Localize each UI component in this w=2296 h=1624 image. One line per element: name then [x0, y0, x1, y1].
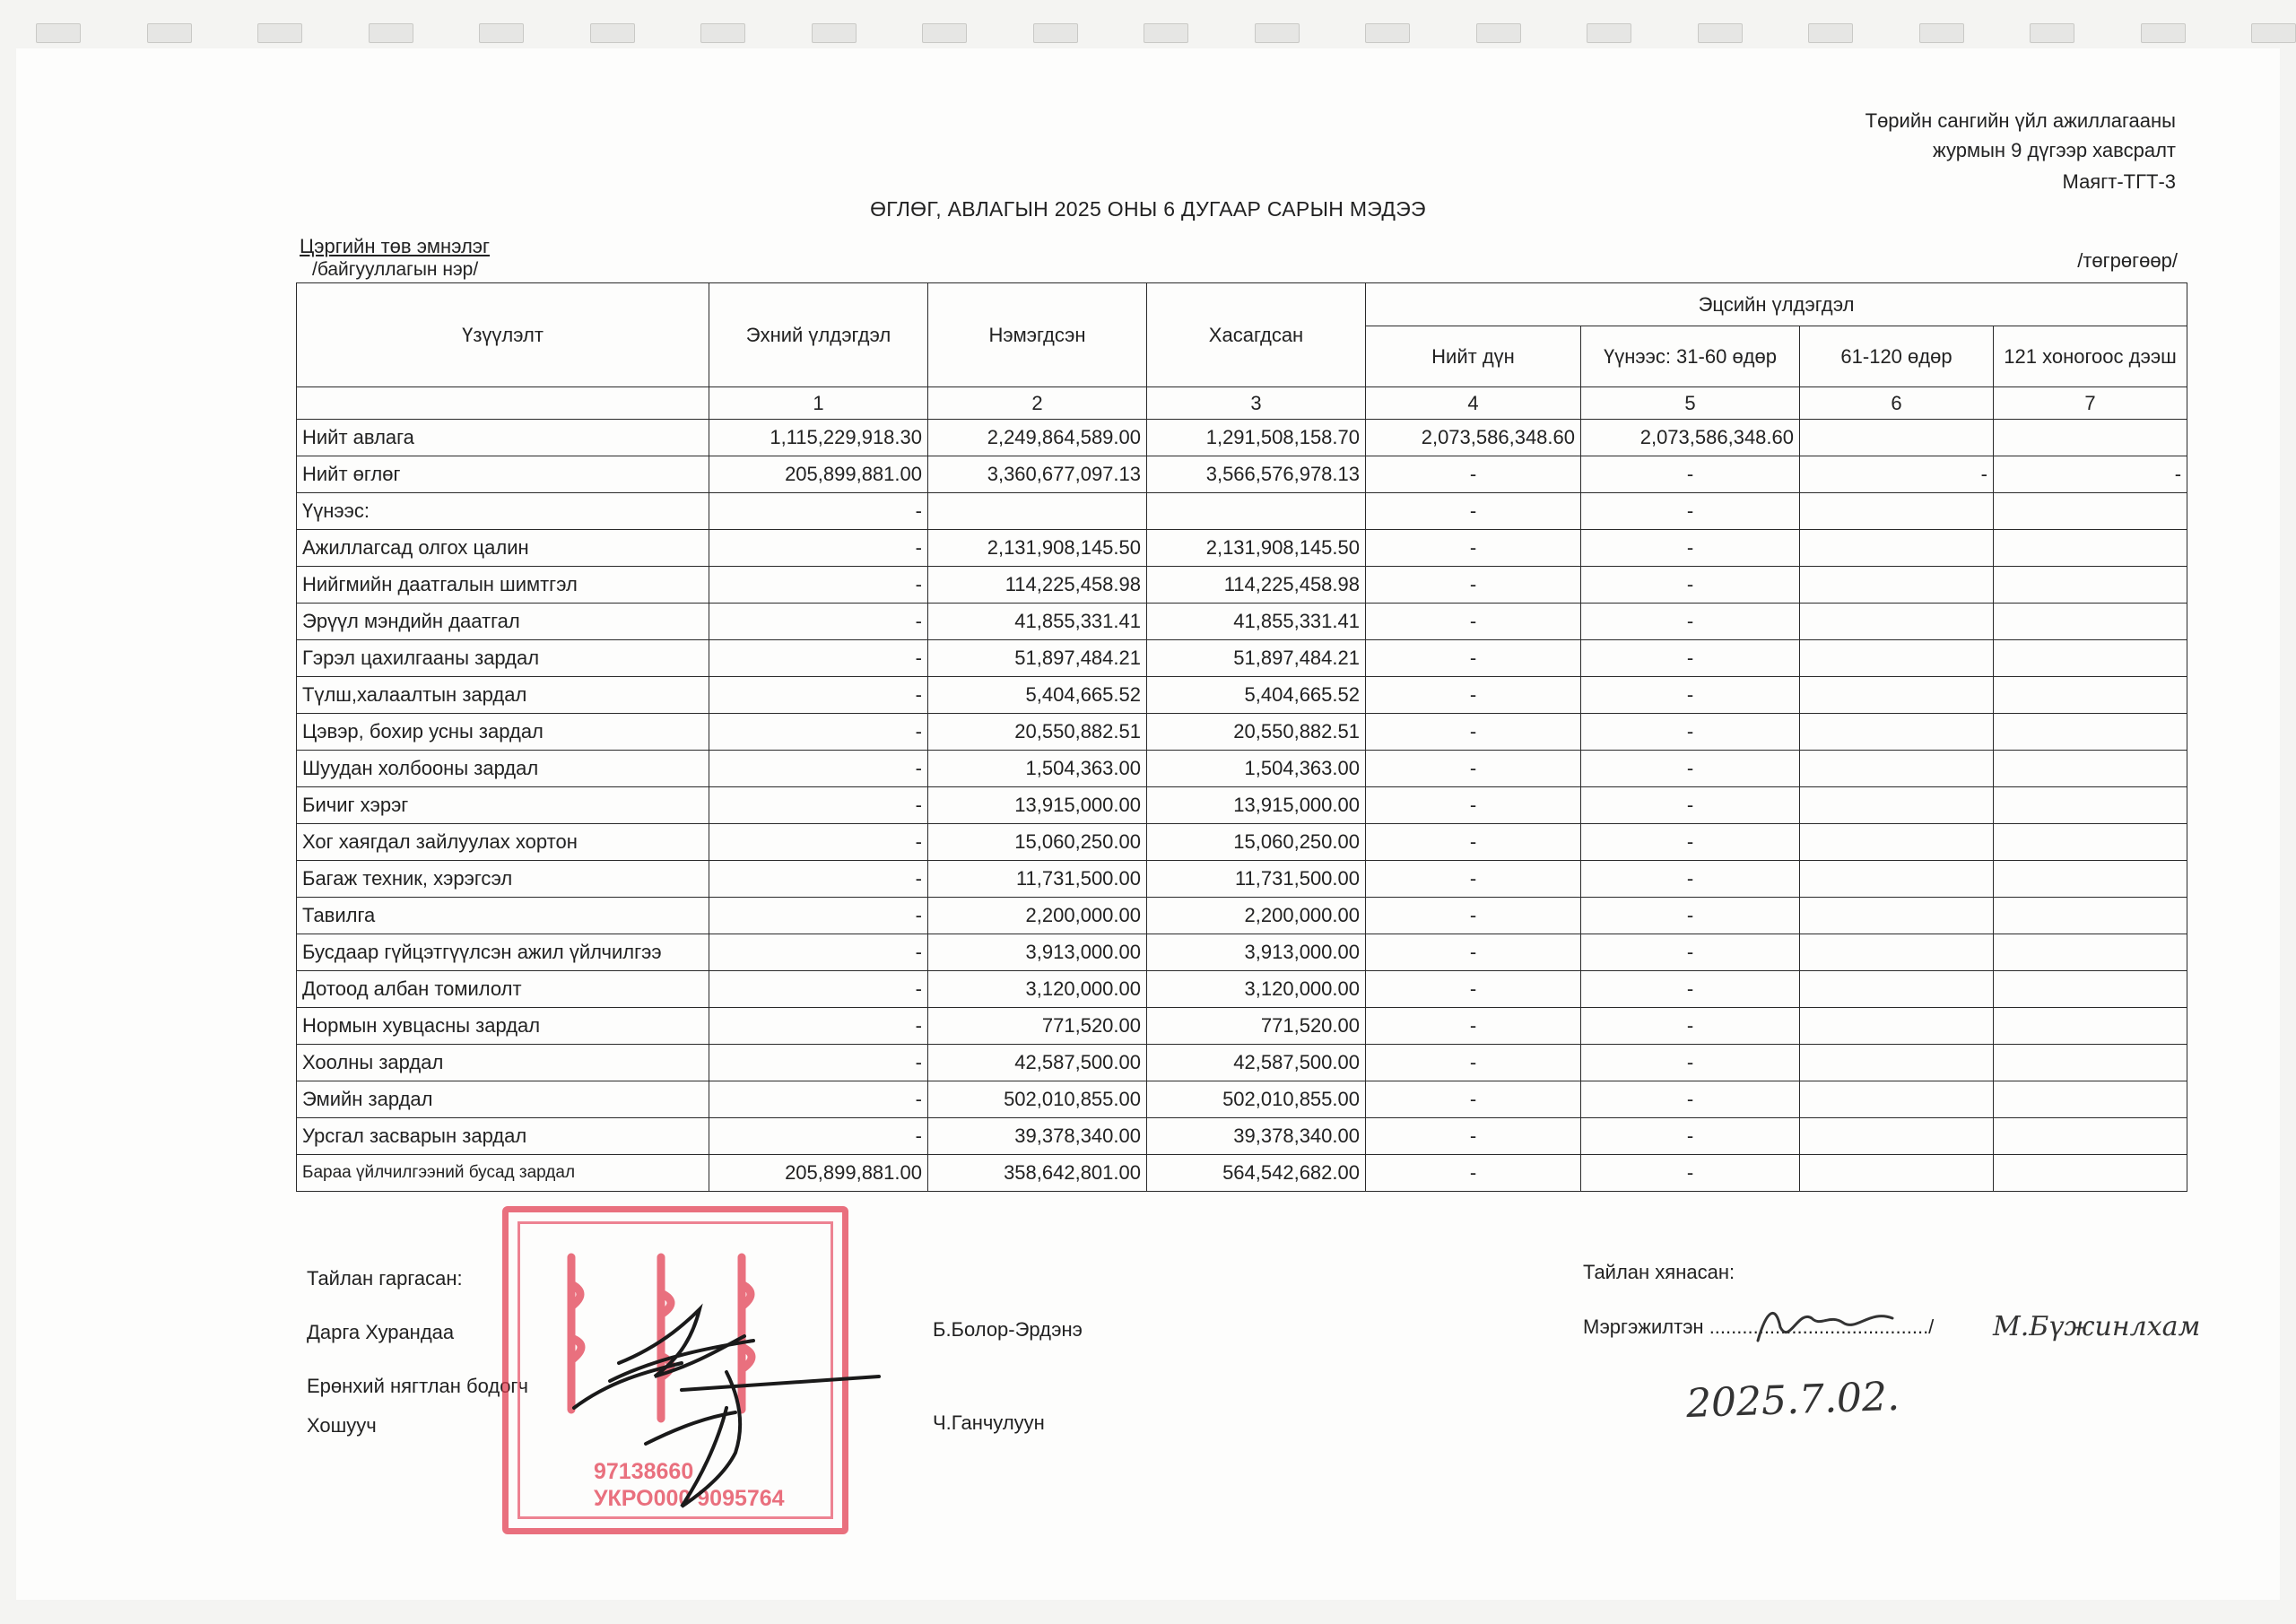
table-cell: -	[1366, 971, 1581, 1008]
table-cell	[1994, 530, 2187, 567]
table-cell: 3,360,677,097.13	[928, 456, 1147, 493]
report-table	[296, 282, 2187, 1192]
table-cell: -	[1366, 1008, 1581, 1045]
table-cell: -	[1581, 493, 1800, 530]
prepared-by-label: Тайлан гаргасан:	[307, 1267, 463, 1290]
table-cell: 771,520.00	[928, 1008, 1147, 1045]
table-cell: -	[1581, 751, 1800, 787]
table-cell: 20,550,882.51	[1147, 714, 1366, 751]
director-title: Дарга Хурандаа	[307, 1321, 455, 1343]
table-cell	[1800, 1081, 1994, 1118]
row-label: Түлш,халаалтын зардал	[297, 677, 709, 714]
row-label: Бичиг хэрэг	[297, 787, 709, 824]
table-cell: 39,378,340.00	[928, 1118, 1147, 1155]
punch-hole	[590, 23, 635, 43]
punch-hole	[1808, 23, 1853, 43]
table-cell: -	[709, 861, 928, 898]
table-cell: 1,115,229,918.30	[709, 420, 928, 456]
table-cell: 3,120,000.00	[1147, 971, 1366, 1008]
row-label: Цэвэр, бохир усны зардал	[297, 714, 709, 751]
table-cell	[1994, 787, 2187, 824]
table-cell	[1994, 1118, 2187, 1155]
table-cell: -	[1581, 677, 1800, 714]
table-cell: -	[709, 677, 928, 714]
table-row	[297, 677, 2187, 714]
col-number: 3	[1147, 387, 1366, 420]
table-cell: -	[709, 787, 928, 824]
header-121-plus-days: 121 хоногоос дээш	[1994, 326, 2187, 387]
table-cell: 39,378,340.00	[1147, 1118, 1366, 1155]
row-label: Нийт өглөг	[297, 456, 709, 493]
table-cell: 13,915,000.00	[1147, 787, 1366, 824]
table-cell: -	[1366, 714, 1581, 751]
table-cell: -	[1581, 1118, 1800, 1155]
director-name: Б.Болор-Эрдэнэ	[933, 1318, 1083, 1341]
table-cell: -	[1366, 1118, 1581, 1155]
punch-hole	[1587, 23, 1631, 43]
table-cell	[1800, 604, 1994, 640]
table-cell	[1994, 1155, 2187, 1192]
table-cell: -	[709, 1118, 928, 1155]
table-cell: -	[709, 1045, 928, 1081]
punch-hole	[2141, 23, 2186, 43]
table-cell: -	[1366, 1081, 1581, 1118]
row-label: Бараа үйлчилгээний бусад зардал	[297, 1155, 709, 1192]
table-cell: 42,587,500.00	[1147, 1045, 1366, 1081]
accountant-name: Ч.Ганчулуун	[933, 1411, 1045, 1434]
table-cell: -	[1581, 714, 1800, 751]
table-cell	[1994, 604, 2187, 640]
specialist-name: М.Бүжинлхам	[1993, 1311, 2201, 1342]
row-label: Нийт авлага	[297, 420, 709, 456]
table-cell: -	[1581, 824, 1800, 861]
table-cell	[1800, 714, 1994, 751]
table-cell: -	[1581, 898, 1800, 934]
table-cell: 114,225,458.98	[1147, 567, 1366, 604]
table-row	[297, 751, 2187, 787]
regulation-appendix: журмын 9 дүгээр хавсралт	[1933, 139, 2176, 161]
row-label: Нормын хувцасны зардал	[297, 1008, 709, 1045]
table-cell: 5,404,665.52	[1147, 677, 1366, 714]
reviewed-by-label: Тайлан хянасан:	[1583, 1261, 1735, 1283]
header-total: Нийт дүн	[1366, 326, 1581, 387]
accountant-rank: Хошууч	[307, 1414, 377, 1437]
table-cell: 2,131,908,145.50	[1147, 530, 1366, 567]
table-cell: -	[1581, 1008, 1800, 1045]
table-cell: -	[709, 567, 928, 604]
table-cell	[1994, 824, 2187, 861]
accountant-title: Ерөнхий нягтлан бодогч	[307, 1375, 528, 1397]
table-row	[297, 1081, 2187, 1118]
stamp-number-line2: УКРО000 9095764	[594, 1486, 785, 1511]
table-row	[297, 640, 2187, 677]
punch-hole	[1144, 23, 1188, 43]
table-cell	[1800, 567, 1994, 604]
table-cell: 41,855,331.41	[928, 604, 1147, 640]
header-31-60-days: Үүнээс: 31-60 өдөр	[1581, 326, 1800, 387]
table-cell: -	[709, 1008, 928, 1045]
table-cell: 771,520.00	[1147, 1008, 1366, 1045]
punch-hole	[700, 23, 745, 43]
header-added: Нэмэгдсэн	[928, 283, 1147, 387]
table-cell	[1994, 640, 2187, 677]
table-cell: 41,855,331.41	[1147, 604, 1366, 640]
punch-hole	[1255, 23, 1300, 43]
table-cell	[1994, 898, 2187, 934]
review-date: 2025.7.02.	[1685, 1373, 1900, 1428]
table-cell: 205,899,881.00	[709, 1155, 928, 1192]
table-cell: 205,899,881.00	[709, 456, 928, 493]
table-cell: 2,073,586,348.60	[1581, 420, 1800, 456]
table-row	[297, 1045, 2187, 1081]
punch-hole	[2251, 23, 2296, 43]
punch-hole	[1033, 23, 1078, 43]
table-cell: 3,913,000.00	[1147, 934, 1366, 971]
row-label: Шуудан холбооны зардал	[297, 751, 709, 787]
table-cell: -	[1581, 604, 1800, 640]
table-cell	[1800, 898, 1994, 934]
specialist-label: Мэргэжилтэн ......................................../	[1583, 1316, 1935, 1338]
director-signature	[556, 1291, 897, 1542]
table-cell: -	[709, 714, 928, 751]
table-row	[297, 420, 2187, 456]
table-cell: -	[709, 934, 928, 971]
currency-unit: /төгрөгөөр/	[2077, 249, 2178, 272]
table-cell: -	[1366, 898, 1581, 934]
punch-hole	[1698, 23, 1743, 43]
table-cell: 51,897,484.21	[928, 640, 1147, 677]
report-title: ӨГЛӨГ, АВЛАГЫН 2025 ОНЫ 6 ДУГААР САРЫН МЭДЭЭ	[870, 197, 1426, 221]
table-row	[297, 824, 2187, 861]
table-cell	[1800, 971, 1994, 1008]
row-label: Эмийн зардал	[297, 1081, 709, 1118]
table-cell	[1994, 420, 2187, 456]
table-cell	[1994, 1008, 2187, 1045]
punch-hole	[1919, 23, 1964, 43]
table-cell	[1994, 971, 2187, 1008]
table-cell: 114,225,458.98	[928, 567, 1147, 604]
table-row	[297, 530, 2187, 567]
table-cell: -	[1581, 787, 1800, 824]
table-cell: -	[709, 604, 928, 640]
table-cell: 20,550,882.51	[928, 714, 1147, 751]
table-cell: 3,566,576,978.13	[1147, 456, 1366, 493]
table-cell: -	[1581, 1081, 1800, 1118]
table-cell: -	[709, 493, 928, 530]
punch-hole	[147, 23, 192, 43]
table-cell	[1800, 861, 1994, 898]
punch-hole	[479, 23, 524, 43]
table-row	[297, 787, 2187, 824]
table-cell: -	[1366, 1045, 1581, 1081]
table-cell	[1800, 934, 1994, 971]
table-cell	[1994, 493, 2187, 530]
table-cell: -	[709, 751, 928, 787]
table-row	[297, 898, 2187, 934]
table-cell	[1994, 1081, 2187, 1118]
table-cell: -	[1366, 861, 1581, 898]
header-61-120-days: 61-120 өдөр	[1800, 326, 1994, 387]
table-cell: 13,915,000.00	[928, 787, 1147, 824]
header-deducted: Хасагдсан	[1147, 283, 1366, 387]
header-closing-balance: Эцсийн үлдэгдэл	[1366, 283, 2187, 326]
table-cell: 2,073,586,348.60	[1366, 420, 1581, 456]
table-cell: -	[1581, 971, 1800, 1008]
regulation-reference: Төрийн сангийн үйл ажиллагааны	[1865, 109, 2176, 132]
table-cell: -	[709, 824, 928, 861]
row-label: Тавилга	[297, 898, 709, 934]
punch-hole	[36, 23, 81, 43]
table-row	[297, 1008, 2187, 1045]
table-cell	[1800, 530, 1994, 567]
table-cell	[1994, 714, 2187, 751]
table-cell: 2,131,908,145.50	[928, 530, 1147, 567]
row-label: Хог хаягдал зайлуулах хортон	[297, 824, 709, 861]
table-cell: 2,200,000.00	[1147, 898, 1366, 934]
table-cell: 358,642,801.00	[928, 1155, 1147, 1192]
table-cell: 42,587,500.00	[928, 1045, 1147, 1081]
table-cell	[1800, 1045, 1994, 1081]
table-cell: 5,404,665.52	[928, 677, 1147, 714]
table-cell: -	[709, 640, 928, 677]
table-cell: 1,504,363.00	[928, 751, 1147, 787]
table-cell: 502,010,855.00	[1147, 1081, 1366, 1118]
table-cell: -	[1581, 530, 1800, 567]
organization-name: Цэргийн төв эмнэлэг	[300, 235, 491, 257]
table-cell: 15,060,250.00	[1147, 824, 1366, 861]
col-number: 7	[1994, 387, 2187, 420]
table-cell: -	[709, 530, 928, 567]
punch-hole	[812, 23, 857, 43]
table-row	[297, 456, 2187, 493]
row-label: Дотоод албан томилолт	[297, 971, 709, 1008]
table-cell	[1994, 861, 2187, 898]
row-label: Эрүүл мэндийн даатгал	[297, 604, 709, 640]
table-row	[297, 934, 2187, 971]
table-cell: -	[1581, 934, 1800, 971]
table-cell: -	[1581, 456, 1800, 493]
table-row	[297, 604, 2187, 640]
col-number: 1	[709, 387, 928, 420]
table-cell: -	[1366, 934, 1581, 971]
table-cell: -	[1581, 567, 1800, 604]
table-cell: 2,249,864,589.00	[928, 420, 1147, 456]
header-opening-balance: Эхний үлдэгдэл	[709, 283, 928, 387]
table-cell: 1,291,508,158.70	[1147, 420, 1366, 456]
table-cell	[1800, 824, 1994, 861]
row-label: Үүнээс:	[297, 493, 709, 530]
table-cell: 502,010,855.00	[928, 1081, 1147, 1118]
row-label: Багаж техник, хэрэгсэл	[297, 861, 709, 898]
table-cell: -	[1366, 824, 1581, 861]
table-cell: -	[709, 1081, 928, 1118]
table-cell: -	[709, 971, 928, 1008]
table-row	[297, 861, 2187, 898]
table-cell	[1800, 1155, 1994, 1192]
table-cell	[1800, 787, 1994, 824]
row-label: Урсгал засварын зардал	[297, 1118, 709, 1155]
table-cell: -	[1366, 493, 1581, 530]
col-number: 4	[1366, 387, 1581, 420]
col-number: 6	[1800, 387, 1994, 420]
table-cell	[1800, 493, 1994, 530]
table-cell: -	[1581, 640, 1800, 677]
punch-holes	[36, 23, 2296, 43]
table-row	[297, 567, 2187, 604]
table-cell: 564,542,682.00	[1147, 1155, 1366, 1192]
table-cell	[928, 493, 1147, 530]
table-cell: -	[709, 898, 928, 934]
punch-hole	[1476, 23, 1521, 43]
table-row	[297, 1155, 2187, 1192]
row-label: Бусдаар гүйцэтгүүлсэн ажил үйлчилгээ	[297, 934, 709, 971]
table-cell: 51,897,484.21	[1147, 640, 1366, 677]
stamp-number-line1: 97138660	[594, 1459, 694, 1484]
table-cell	[1994, 1045, 2187, 1081]
row-label: Нийгмийн даатгалын шимтгэл	[297, 567, 709, 604]
organization-caption: /байгууллагын нэр/	[312, 259, 479, 280]
table-cell: 3,120,000.00	[928, 971, 1147, 1008]
table-cell: -	[1581, 1155, 1800, 1192]
table-cell	[1800, 640, 1994, 677]
table-cell	[1800, 751, 1994, 787]
table-cell	[1994, 567, 2187, 604]
row-label: Хоолны зардал	[297, 1045, 709, 1081]
table-cell: -	[1581, 861, 1800, 898]
table-cell: -	[1366, 456, 1581, 493]
table-cell	[1800, 677, 1994, 714]
punch-hole	[257, 23, 302, 43]
table-cell: 11,731,500.00	[928, 861, 1147, 898]
table-cell: -	[1581, 1045, 1800, 1081]
table-cell: 1,504,363.00	[1147, 751, 1366, 787]
table-cell: 2,200,000.00	[928, 898, 1147, 934]
table-cell: -	[1800, 456, 1994, 493]
table-cell: -	[1994, 456, 2187, 493]
table-row	[297, 1118, 2187, 1155]
table-cell: 15,060,250.00	[928, 824, 1147, 861]
col-number-blank	[297, 387, 709, 420]
punch-hole	[2030, 23, 2074, 43]
punch-hole	[1365, 23, 1410, 43]
table-cell	[1994, 934, 2187, 971]
header-indicator: Үзүүлэлт	[297, 283, 709, 387]
specialist-signature	[1749, 1291, 1946, 1363]
table-cell	[1800, 420, 1994, 456]
table-cell: 3,913,000.00	[928, 934, 1147, 971]
punch-hole	[369, 23, 413, 43]
table-cell	[1800, 1008, 1994, 1045]
col-number: 2	[928, 387, 1147, 420]
table-cell	[1800, 1118, 1994, 1155]
table-cell	[1147, 493, 1366, 530]
table-cell: -	[1366, 530, 1581, 567]
row-label: Ажиллагсад олгох цалин	[297, 530, 709, 567]
table-cell: -	[1366, 751, 1581, 787]
punch-hole	[922, 23, 967, 43]
table-row	[297, 714, 2187, 751]
table-row	[297, 971, 2187, 1008]
table-cell: 11,731,500.00	[1147, 861, 1366, 898]
table-cell: -	[1366, 1155, 1581, 1192]
table-cell: -	[1366, 640, 1581, 677]
col-number: 5	[1581, 387, 1800, 420]
table-cell: -	[1366, 604, 1581, 640]
table-cell	[1994, 751, 2187, 787]
table-cell: -	[1366, 567, 1581, 604]
table-cell: -	[1366, 787, 1581, 824]
form-code: Маягт-ТГТ-3	[2062, 170, 2176, 193]
table-cell	[1994, 677, 2187, 714]
table-row	[297, 493, 2187, 530]
row-label: Гэрэл цахилгааны зардал	[297, 640, 709, 677]
table-cell: -	[1366, 677, 1581, 714]
